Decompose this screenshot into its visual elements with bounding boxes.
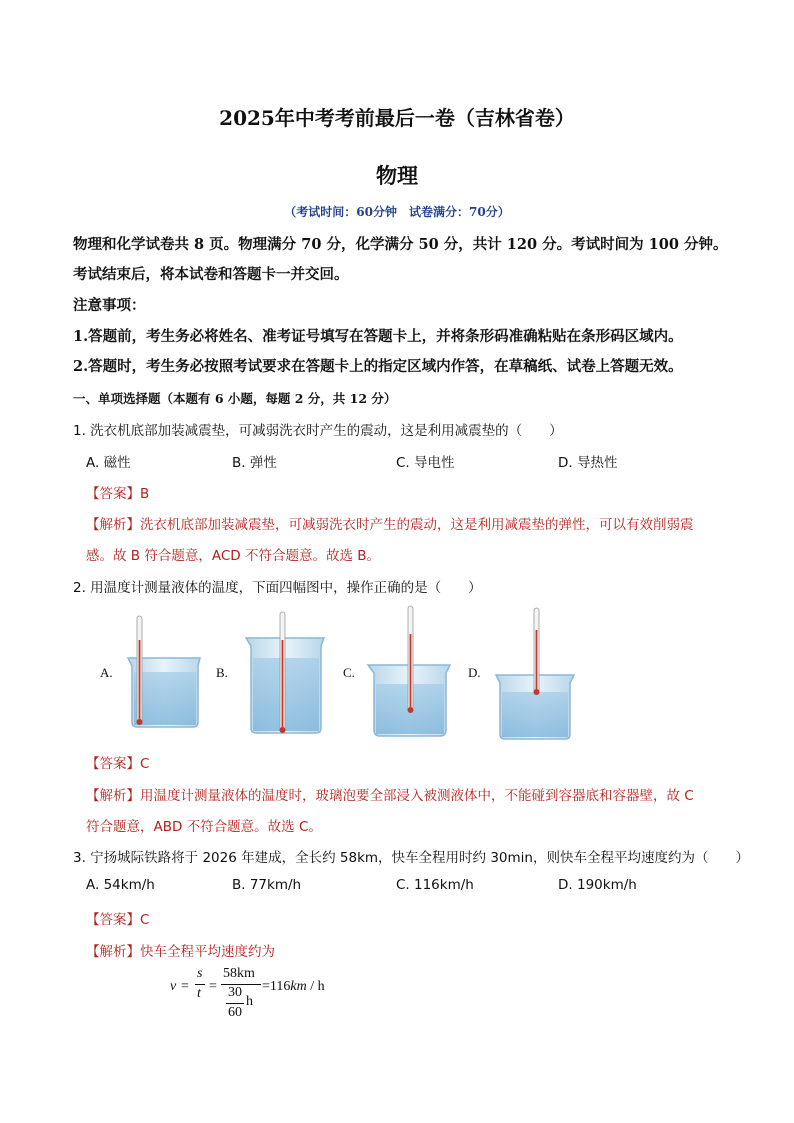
formula-s: s xyxy=(197,966,203,981)
formula-numerator: 58km xyxy=(223,966,255,981)
question-2-explanation xyxy=(86,784,694,804)
exam-info: （考试时间：60分钟 试卷满分：70分） xyxy=(284,205,510,219)
section-heading: 一、单项选择题（本题有 6 小题，每题 2 分，共 12 分） xyxy=(73,391,397,406)
explanation-text: 洗衣机底部加装减震垫，可减弱洗衣时产生的震动，这是利用减震垫的弹性，可以有效削弱震 xyxy=(140,517,694,533)
note-2: 2.答题时，考生务必按照考试要求在答题卡上的指定区域内作答，在草稿纸、试卷上答题无效。 xyxy=(73,358,683,375)
formula-h: h xyxy=(246,994,253,1009)
figure-label-d: D. xyxy=(468,665,481,680)
paper-subject: 物理 xyxy=(376,163,418,188)
beaker-b xyxy=(246,612,324,733)
answer-tag: 【答案】 xyxy=(86,486,140,502)
explain-tag: 【解析】 xyxy=(86,788,140,804)
beaker-figures xyxy=(0,600,794,745)
notes-title: 注意事项： xyxy=(73,297,146,314)
question-1-explanation xyxy=(86,513,694,533)
question-1-option-c: C. 导电性 xyxy=(396,455,455,471)
figure-label-b: B. xyxy=(216,665,228,680)
note-1: 1.答题前，考生务必将姓名、准考证号填写在答题卡上，并将条形码准确粘贴在条形码区域内。 xyxy=(73,328,683,345)
formula-60: 60 xyxy=(228,1005,242,1020)
question-1-stem: 1. 洗衣机底部加装减震垫，可减弱洗衣时产生的震动，这是利用减震垫的（ ） xyxy=(73,423,563,439)
explain-tag: 【解析】 xyxy=(86,517,140,533)
question-3-option-c: C. 116km/h xyxy=(396,877,474,893)
question-3-option-a: A. 54km/h xyxy=(86,877,155,893)
beaker-d xyxy=(496,608,574,739)
fraction-bar-st xyxy=(195,984,205,985)
figure-label-c: C. xyxy=(343,665,355,680)
question-2-answer xyxy=(86,752,149,772)
figure-label-a: A. xyxy=(100,665,113,680)
answer-tag: 【答案】 xyxy=(86,912,140,928)
formula-v: v xyxy=(170,979,177,994)
formula-result-value: =116 xyxy=(262,979,291,994)
explanation-text: 快车全程平均速度约为 xyxy=(140,944,275,960)
question-1-option-b: B. 弹性 xyxy=(232,455,277,471)
answer-tag: 【答案】 xyxy=(86,756,140,772)
question-2-stem: 2. 用温度计测量液体的温度，下面四幅图中，操作正确的是（ ） xyxy=(73,580,482,596)
beaker-c xyxy=(368,606,450,736)
paper-title: 2025年中考考前最后一卷（吉林省卷） xyxy=(219,106,575,130)
formula-30: 30 xyxy=(228,985,242,1000)
question-3-option-b: B. 77km/h xyxy=(232,877,302,893)
explain-tag: 【解析】 xyxy=(86,944,140,960)
question-2-explanation-cont: 符合题意，ABD 不符合题意。故选 C。 xyxy=(86,819,322,835)
formula-t: t xyxy=(197,986,201,1001)
answer-value: C xyxy=(140,912,150,928)
question-1-answer xyxy=(86,482,149,502)
answer-value: C xyxy=(140,756,150,772)
question-3-stem: 3. 宁扬城际铁路将于 2026 年建成，全长约 58km，快车全程用时约 30min，则快车全程平均速度约为（ ） xyxy=(73,850,749,866)
formula-eq-1: = xyxy=(181,979,189,994)
formula-eq-2: = xyxy=(209,979,217,994)
formula-unit-h: / h xyxy=(306,979,325,994)
question-1-explanation-cont: 感。故 B 符合题意，ACD 不符合题意。故选 B。 xyxy=(86,548,381,564)
explanation-text: 用温度计测量液体的温度时，玻璃泡要全部浸入被测液体中，不能碰到容器底和容器壁，故 C xyxy=(140,788,694,804)
question-3-explanation xyxy=(86,940,275,960)
instruction-line-2: 考试结束后，将本试卷和答题卡一并交回。 xyxy=(73,266,349,283)
instruction-line-1: 物理和化学试卷共 8 页。物理满分 70 分，化学满分 50 分，共计 120 分。考试时间为 100 分钟。 xyxy=(73,236,728,253)
question-1-option-a: A. 磁性 xyxy=(86,455,131,471)
question-3-option-d: D. 190km/h xyxy=(558,877,637,893)
answer-value: B xyxy=(140,486,150,502)
formula-unit-km: km xyxy=(290,979,307,994)
question-1-option-d: D. 导热性 xyxy=(558,455,618,471)
formula-result xyxy=(262,979,325,995)
speed-formula xyxy=(170,962,370,1026)
question-3-answer xyxy=(86,908,149,928)
fraction-bar-inner xyxy=(226,1003,244,1004)
beaker-a xyxy=(128,616,200,727)
